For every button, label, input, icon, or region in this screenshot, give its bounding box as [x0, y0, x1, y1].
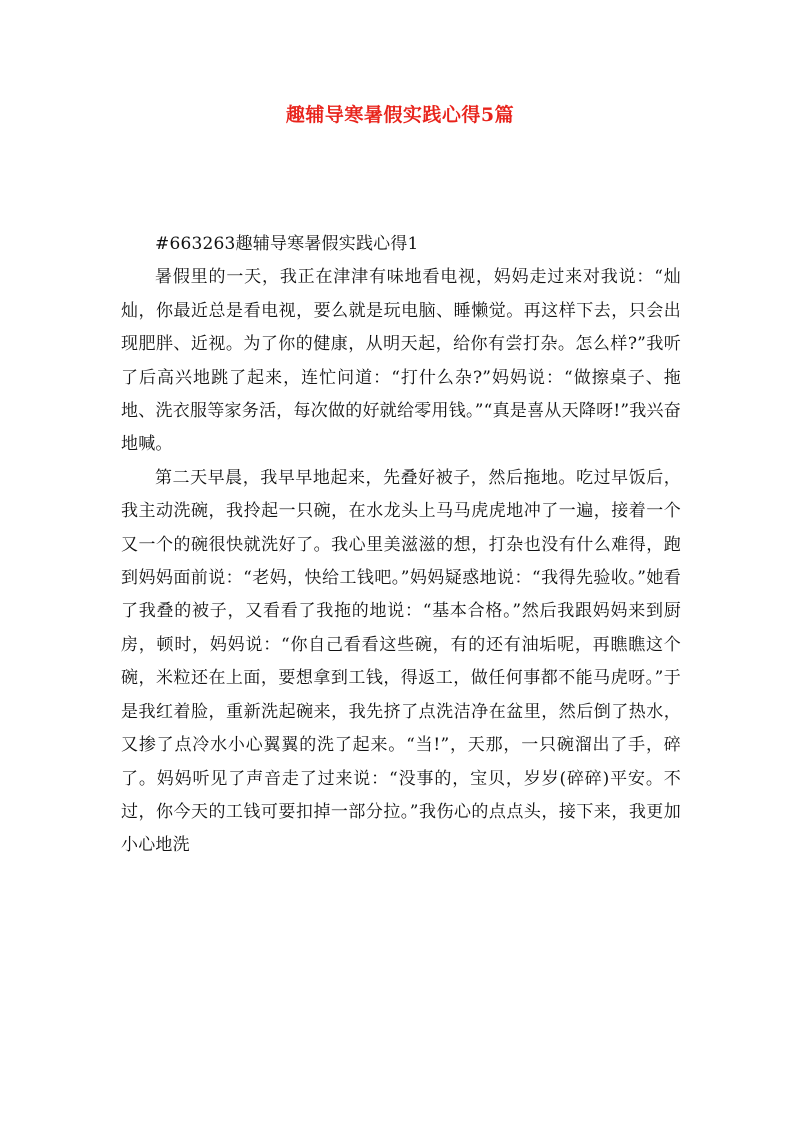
paragraph: 暑假里的一天，我正在津津有味地看电视，妈妈走过来对我说：“灿灿，你最近总是看电视，要么就是玩电脑、睡懒觉。再这样下去，只会出现肥胖、近视。为了你的健康，从明天起，给你有尝打杂。怎么样?”我听了后高兴地跳了起来，连忙问道：“打什么杂?”妈妈说：“做擦桌子、拖地、洗衣服等家务活，每次做的好就给零用钱。”“真是喜从天降呀!”我兴奋地喊。 — [121, 267, 681, 455]
paragraph: 第二天早晨，我早早地起来，先叠好被子，然后拖地。吃过早饭后，我主动洗碗，我拎起一只碗，在水龙头上马马虎虎地冲了一遍，接着一个又一个的碗很快就洗好了。我心里美滋滋的想，打杂也没有什么难得，跑到妈妈面前说：“老妈，快给工钱吧。”妈妈疑惑地说：“我得先验收。”她看了我叠的被子，又看看了我拖的地说：“基本合格。”然后我跟妈妈来到厨房，顿时，妈妈说：“你自己看看这些碗，有的还有油垢呢，再瞧瞧这个碗，米粒还在上面，要想拿到工钱，得返工，做任何事都不能马虎呀。”于是我红着脸，重新洗起碗来，我先挤了点洗洁净在盆里，然后倒了热水，又掺了点冷水小心翼翼的洗了起来。“当!”，天那，一只碗溜出了手，碎了。妈妈听见了声音走了过来说：“没事的，宝贝，岁岁(碎碎)平安。不过，你今天的工钱可要扣掉一部分拉。”我伤心的点点头，接下来，我更加小心地洗 — [121, 467, 681, 856]
section-heading: #663263趣辅导寒暑假实践心得1 — [155, 234, 419, 254]
document-title: 趣辅导寒暑假实践心得5篇 — [285, 104, 515, 126]
document-body — [121, 228, 681, 863]
